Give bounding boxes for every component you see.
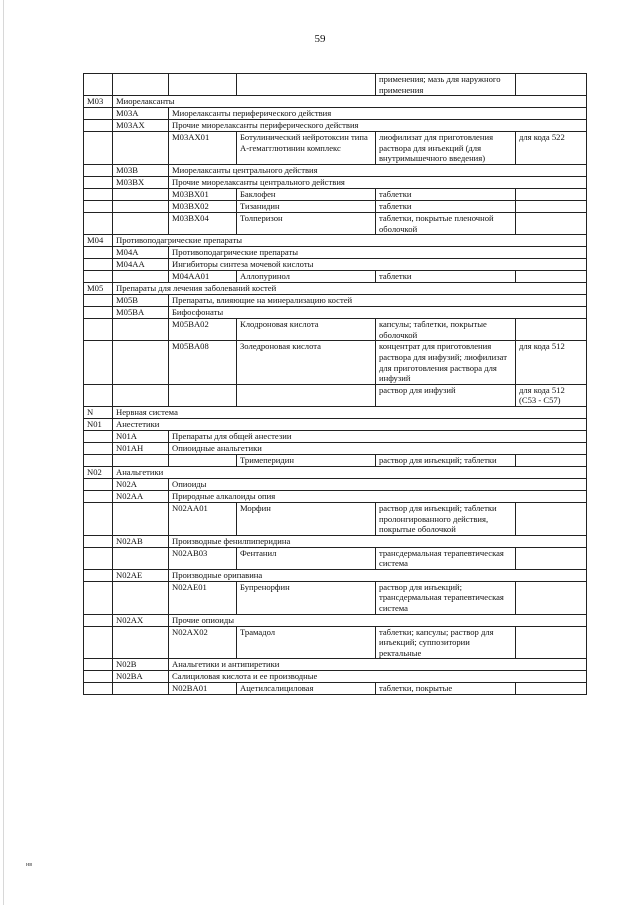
empty-cell bbox=[84, 569, 113, 581]
atc-code-cell: N02AE01 bbox=[169, 581, 237, 614]
table-row-subgroup bbox=[84, 659, 587, 671]
empty-cell bbox=[84, 478, 113, 490]
empty-cell bbox=[84, 535, 113, 547]
subgroup-name-cell: Опиоидные анальгетики bbox=[169, 442, 587, 454]
group-name-cell: Нервная система bbox=[113, 406, 587, 418]
drug-name-cell: Клодроновая кислота bbox=[237, 319, 376, 341]
subgroup-name-cell: Салициловая кислота и ее производные bbox=[169, 671, 587, 683]
table-row-drug bbox=[84, 319, 587, 341]
empty-cell bbox=[113, 384, 169, 406]
empty-cell bbox=[84, 671, 113, 683]
empty-cell bbox=[113, 626, 169, 659]
subgroup-name-cell: Противоподагрические препараты bbox=[169, 247, 587, 259]
subgroup-code-cell: N01A bbox=[113, 430, 169, 442]
note-cell bbox=[516, 200, 587, 212]
empty-cell bbox=[84, 490, 113, 502]
subgroup-name-cell: Прочие миорелаксанты периферического действия bbox=[169, 120, 587, 132]
empty-cell bbox=[84, 307, 113, 319]
atc-code-cell: N02AA01 bbox=[169, 502, 237, 535]
table-row-subgroup bbox=[84, 535, 587, 547]
table-row-group bbox=[84, 418, 587, 430]
subgroup-code-cell: N02B bbox=[113, 659, 169, 671]
subgroup-code-cell: M04A bbox=[113, 247, 169, 259]
empty-cell bbox=[84, 200, 113, 212]
dosage-form-cell: таблетки, покрытые пленочной оболочкой bbox=[376, 212, 516, 234]
note-cell bbox=[516, 502, 587, 535]
drug-list-table bbox=[83, 73, 587, 695]
empty-cell bbox=[84, 271, 113, 283]
atc-code-cell: M04AA01 bbox=[169, 271, 237, 283]
atc-code-cell: M05BA02 bbox=[169, 319, 237, 341]
empty-cell bbox=[84, 581, 113, 614]
subgroup-code-cell: N02AB bbox=[113, 535, 169, 547]
drug-name-cell bbox=[237, 384, 376, 406]
table-row-drug bbox=[84, 454, 587, 466]
drug-name-cell: Ботулинический нейротоксин типа А-гемагглютинин комплекс bbox=[237, 132, 376, 165]
empty-cell bbox=[84, 659, 113, 671]
empty-cell bbox=[84, 164, 113, 176]
subgroup-name-cell: Ингибиторы синтеза мочевой кислоты bbox=[169, 259, 587, 271]
table-row-subgroup bbox=[84, 430, 587, 442]
group-name-cell: Анальгетики bbox=[113, 466, 587, 478]
table-row-group bbox=[84, 466, 587, 478]
empty-cell bbox=[84, 188, 113, 200]
table-row-subgroup bbox=[84, 614, 587, 626]
table-row-subgroup bbox=[84, 478, 587, 490]
note-cell bbox=[516, 319, 587, 341]
empty-cell bbox=[84, 108, 113, 120]
note-cell bbox=[516, 683, 587, 695]
table-row-subgroup bbox=[84, 164, 587, 176]
empty-cell bbox=[84, 120, 113, 132]
empty-cell bbox=[113, 200, 169, 212]
note-cell bbox=[516, 581, 587, 614]
subgroup-code-cell: M03BX bbox=[113, 176, 169, 188]
drug-name-cell: Аллопуринол bbox=[237, 271, 376, 283]
subgroup-name-cell: Прочие миорелаксанты центрального действия bbox=[169, 176, 587, 188]
table-row-drug bbox=[84, 132, 587, 165]
note-cell bbox=[516, 626, 587, 659]
empty-cell bbox=[113, 132, 169, 165]
table-row-drug bbox=[84, 384, 587, 406]
atc-code-cell: N02BA01 bbox=[169, 683, 237, 695]
page-number: 59 bbox=[314, 33, 326, 45]
empty-cell bbox=[113, 319, 169, 341]
group-code-cell: N02 bbox=[84, 466, 113, 478]
dosage-form-cell: лиофилизат для приготовления раствора для инъекций (для внутримышечного введения) bbox=[376, 132, 516, 165]
group-code-cell: N bbox=[84, 406, 113, 418]
subgroup-name-cell: Опиоиды bbox=[169, 478, 587, 490]
table-row-subgroup bbox=[84, 671, 587, 683]
subgroup-code-cell: M03B bbox=[113, 164, 169, 176]
empty-cell bbox=[84, 614, 113, 626]
table-row-drug bbox=[84, 188, 587, 200]
empty-cell bbox=[84, 547, 113, 569]
table-row-drug bbox=[84, 502, 587, 535]
table-row-drug bbox=[84, 212, 587, 234]
atc-code-cell: N02AB03 bbox=[169, 547, 237, 569]
subgroup-name-cell: Производные фенилпиперидина bbox=[169, 535, 587, 547]
dosage-form-cell: капсулы; таблетки, покрытые оболочкой bbox=[376, 319, 516, 341]
cell bbox=[113, 74, 169, 96]
subgroup-name-cell: Препараты для общей анестезии bbox=[169, 430, 587, 442]
subgroup-code-cell: M05B bbox=[113, 295, 169, 307]
note-cell bbox=[516, 547, 587, 569]
dosage-form-cell: концентрат для приготовления раствора для инфузий; лиофилизат для приготовления раствора для инфузий bbox=[376, 341, 516, 384]
empty-cell bbox=[84, 176, 113, 188]
group-name-cell: Противоподагрические препараты bbox=[113, 235, 587, 247]
empty-cell bbox=[84, 212, 113, 234]
table-row-continuation bbox=[84, 74, 587, 96]
note-cell: для кода 522 bbox=[516, 132, 587, 165]
table-row-drug bbox=[84, 626, 587, 659]
empty-cell bbox=[84, 132, 113, 165]
empty-cell bbox=[113, 454, 169, 466]
subgroup-name-cell: Бифосфонаты bbox=[169, 307, 587, 319]
table-row-drug bbox=[84, 271, 587, 283]
table-row-group bbox=[84, 283, 587, 295]
empty-cell bbox=[84, 442, 113, 454]
table-row-drug bbox=[84, 683, 587, 695]
drug-name-cell: Тримеперидин bbox=[237, 454, 376, 466]
group-name-cell: Миорелаксанты bbox=[113, 96, 587, 108]
empty-cell bbox=[113, 547, 169, 569]
table-row-subgroup bbox=[84, 569, 587, 581]
empty-cell bbox=[113, 341, 169, 384]
table-row-subgroup bbox=[84, 295, 587, 307]
atc-code-cell: M03BX02 bbox=[169, 200, 237, 212]
table-row-group bbox=[84, 96, 587, 108]
dosage-form-cell: таблетки; капсулы; раствор для инъекций; суппозитории ректальные bbox=[376, 626, 516, 659]
table-row-subgroup bbox=[84, 120, 587, 132]
scan-edge-line bbox=[3, 0, 4, 905]
empty-cell bbox=[84, 341, 113, 384]
group-code-cell: N01 bbox=[84, 418, 113, 430]
subgroup-code-cell: M03A bbox=[113, 108, 169, 120]
atc-code-cell: M05BA08 bbox=[169, 341, 237, 384]
footer-mark: нв bbox=[26, 862, 33, 868]
subgroup-code-cell: N02AX bbox=[113, 614, 169, 626]
empty-cell bbox=[84, 683, 113, 695]
empty-cell bbox=[113, 502, 169, 535]
empty-cell bbox=[84, 430, 113, 442]
dosage-form-cell: таблетки bbox=[376, 271, 516, 283]
dosage-form-cell: раствор для инъекций; таблетки пролонгированного действия, покрытые оболочкой bbox=[376, 502, 516, 535]
atc-code-cell: M03AX01 bbox=[169, 132, 237, 165]
cell: применения; мазь для наружного применения bbox=[376, 74, 516, 96]
empty-cell bbox=[84, 259, 113, 271]
drug-name-cell: Трамадол bbox=[237, 626, 376, 659]
table-row-subgroup bbox=[84, 108, 587, 120]
table-row-group bbox=[84, 235, 587, 247]
table-row-subgroup bbox=[84, 259, 587, 271]
note-cell: для кода 512 (С53 - С57) bbox=[516, 384, 587, 406]
drug-name-cell: Морфин bbox=[237, 502, 376, 535]
table-row-subgroup bbox=[84, 442, 587, 454]
drug-name-cell: Бупренорфин bbox=[237, 581, 376, 614]
subgroup-code-cell: N02BA bbox=[113, 671, 169, 683]
table-row-group bbox=[84, 406, 587, 418]
empty-cell bbox=[113, 581, 169, 614]
table-row-drug bbox=[84, 200, 587, 212]
table-row-drug bbox=[84, 547, 587, 569]
note-cell bbox=[516, 212, 587, 234]
drug-name-cell: Толперизон bbox=[237, 212, 376, 234]
table-row-drug bbox=[84, 581, 587, 614]
dosage-form-cell: таблетки bbox=[376, 188, 516, 200]
drug-name-cell: Тизанидин bbox=[237, 200, 376, 212]
empty-cell bbox=[84, 295, 113, 307]
note-cell bbox=[516, 454, 587, 466]
empty-cell bbox=[84, 502, 113, 535]
empty-cell bbox=[113, 683, 169, 695]
note-cell bbox=[516, 188, 587, 200]
subgroup-code-cell: M05BA bbox=[113, 307, 169, 319]
dosage-form-cell: трансдермальная терапевтическая система bbox=[376, 547, 516, 569]
atc-code-cell: N02AX02 bbox=[169, 626, 237, 659]
empty-cell bbox=[113, 188, 169, 200]
note-cell bbox=[516, 271, 587, 283]
empty-cell bbox=[84, 626, 113, 659]
group-code-cell: M03 bbox=[84, 96, 113, 108]
empty-cell bbox=[84, 384, 113, 406]
subgroup-code-cell: N02AA bbox=[113, 490, 169, 502]
cell bbox=[237, 74, 376, 96]
cell bbox=[516, 74, 587, 96]
cell bbox=[169, 74, 237, 96]
table-row-subgroup bbox=[84, 247, 587, 259]
subgroup-name-cell: Миорелаксанты периферического действия bbox=[169, 108, 587, 120]
dosage-form-cell: раствор для инъекций; трансдермальная терапевтическая система bbox=[376, 581, 516, 614]
empty-cell bbox=[84, 319, 113, 341]
subgroup-name-cell: Анальгетики и антипиретики bbox=[169, 659, 587, 671]
group-name-cell: Препараты для лечения заболеваний костей bbox=[113, 283, 587, 295]
subgroup-code-cell: N02AE bbox=[113, 569, 169, 581]
empty-cell bbox=[113, 271, 169, 283]
atc-code-cell bbox=[169, 454, 237, 466]
table-body bbox=[84, 74, 587, 695]
drug-name-cell: Баклофен bbox=[237, 188, 376, 200]
drug-name-cell: Фентанил bbox=[237, 547, 376, 569]
table-row-subgroup bbox=[84, 490, 587, 502]
drug-name-cell: Ацетилсалициловая bbox=[237, 683, 376, 695]
atc-code-cell: M03BX01 bbox=[169, 188, 237, 200]
empty-cell bbox=[84, 454, 113, 466]
dosage-form-cell: раствор для инъекций; таблетки bbox=[376, 454, 516, 466]
atc-code-cell: M03BX04 bbox=[169, 212, 237, 234]
subgroup-name-cell: Миорелаксанты центрального действия bbox=[169, 164, 587, 176]
empty-cell bbox=[113, 212, 169, 234]
drug-name-cell: Золедроновая кислота bbox=[237, 341, 376, 384]
group-code-cell: M04 bbox=[84, 235, 113, 247]
dosage-form-cell: таблетки bbox=[376, 200, 516, 212]
atc-code-cell bbox=[169, 384, 237, 406]
subgroup-name-cell: Прочие опиоиды bbox=[169, 614, 587, 626]
note-cell: для кода 512 bbox=[516, 341, 587, 384]
dosage-form-cell: раствор для инфузий bbox=[376, 384, 516, 406]
table-row-subgroup bbox=[84, 176, 587, 188]
subgroup-code-cell: M03AX bbox=[113, 120, 169, 132]
subgroup-name-cell: Производные орипавина bbox=[169, 569, 587, 581]
subgroup-code-cell: M04AA bbox=[113, 259, 169, 271]
group-name-cell: Анестетики bbox=[113, 418, 587, 430]
table-row-drug bbox=[84, 341, 587, 384]
cell bbox=[84, 74, 113, 96]
empty-cell bbox=[84, 247, 113, 259]
subgroup-name-cell: Природные алкалоиды опия bbox=[169, 490, 587, 502]
table-row-subgroup bbox=[84, 307, 587, 319]
group-code-cell: M05 bbox=[84, 283, 113, 295]
subgroup-name-cell: Препараты, влияющие на минерализацию костей bbox=[169, 295, 587, 307]
dosage-form-cell: таблетки, покрытые bbox=[376, 683, 516, 695]
subgroup-code-cell: N01AH bbox=[113, 442, 169, 454]
subgroup-code-cell: N02A bbox=[113, 478, 169, 490]
